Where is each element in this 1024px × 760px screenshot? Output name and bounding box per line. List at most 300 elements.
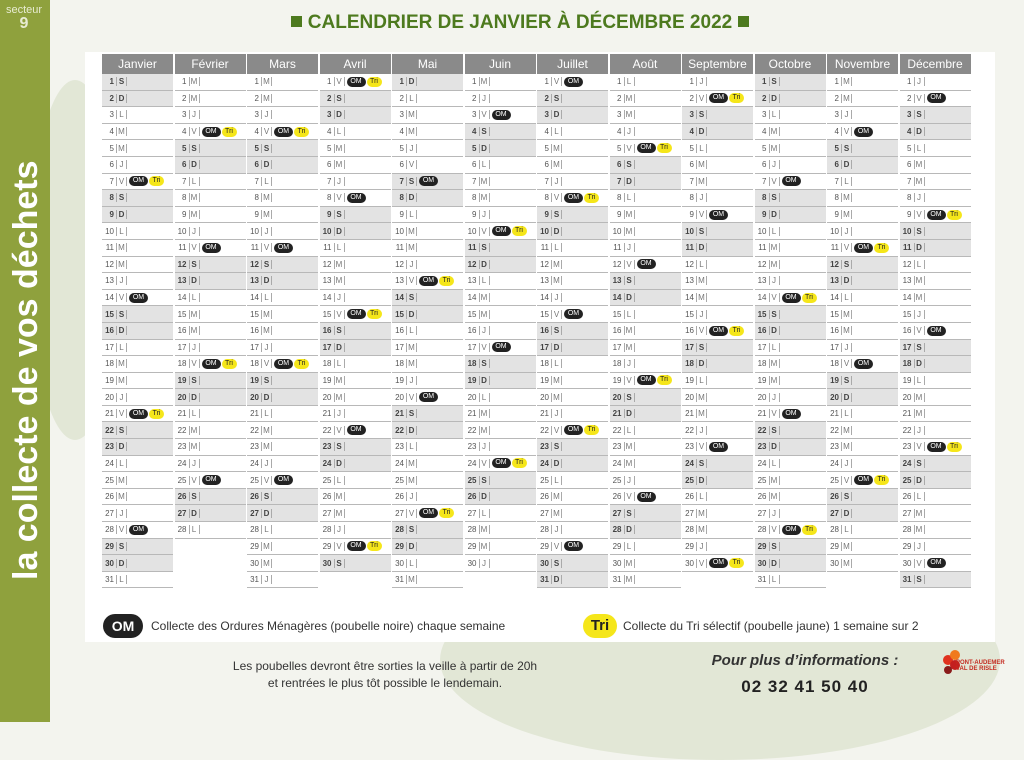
day-number: 1 <box>544 77 549 87</box>
day-row <box>465 505 536 522</box>
weekday-letter: M <box>841 77 852 86</box>
day-number: 10 <box>105 226 114 236</box>
day-row <box>900 140 971 157</box>
weekday-letter: J <box>624 243 635 252</box>
day-number: 13 <box>105 276 114 286</box>
day-row <box>827 157 898 174</box>
day-row <box>900 489 971 506</box>
day-number: 17 <box>322 342 332 352</box>
day-number: 23 <box>612 442 622 452</box>
day-row <box>827 240 898 257</box>
weekday-letter: M <box>551 160 562 169</box>
collection-tags <box>347 425 366 435</box>
weekday-letter: L <box>406 210 417 219</box>
day-number: 4 <box>254 127 259 137</box>
weekday-letter: M <box>624 210 635 219</box>
day-number: 1 <box>907 77 912 87</box>
day-row <box>537 140 608 157</box>
day-row <box>175 207 246 224</box>
weekday-letter: D <box>769 94 780 103</box>
weekday-letter: L <box>189 409 200 418</box>
day-number: 26 <box>250 492 259 502</box>
day-number: 11 <box>540 243 549 253</box>
weekday-letter: J <box>189 227 200 236</box>
day-row <box>827 406 898 423</box>
day-row <box>610 472 681 489</box>
weekday-letter: L <box>624 310 635 319</box>
weekday-letter: V <box>334 426 345 435</box>
day-row <box>827 539 898 556</box>
weekday-letter: L <box>334 243 345 252</box>
weekday-letter: S <box>841 492 852 501</box>
weekday-letter: V <box>696 442 707 451</box>
day-row <box>102 555 173 572</box>
weekday-letter: D <box>479 144 490 153</box>
day-row <box>392 223 463 240</box>
day-row <box>175 472 246 489</box>
day-row <box>755 389 826 406</box>
day-row <box>827 107 898 124</box>
weekday-letter: D <box>261 509 272 518</box>
month-column <box>900 54 971 594</box>
weekday-letter: J <box>261 227 272 236</box>
day-row <box>827 489 898 506</box>
day-number: 29 <box>902 541 912 551</box>
month-header: Février <box>175 54 246 74</box>
weekday-letter: M <box>261 77 272 86</box>
weekday-letter: M <box>914 293 925 302</box>
day-row <box>827 174 898 191</box>
weekday-letter: S <box>261 144 272 153</box>
weekday-letter: S <box>334 94 345 103</box>
day-number: 25 <box>395 475 404 485</box>
weekday-letter: V <box>914 326 925 335</box>
day-number: 7 <box>109 176 114 186</box>
day-number: 8 <box>617 193 622 203</box>
weekday-letter: S <box>841 260 852 269</box>
day-row <box>247 323 318 340</box>
day-number: 22 <box>322 425 332 435</box>
day-row <box>102 240 173 257</box>
day-number: 24 <box>685 458 694 468</box>
day-number: 5 <box>834 143 839 153</box>
day-row <box>755 323 826 340</box>
day-number: 1 <box>182 77 187 87</box>
weekday-letter: V <box>334 310 345 319</box>
weekday-letter: V <box>769 293 780 302</box>
tri-badge: Tri <box>294 359 309 369</box>
weekday-letter: D <box>841 160 852 169</box>
weekday-letter: L <box>551 476 562 485</box>
om-badge: OM <box>637 375 656 385</box>
weekday-letter: V <box>189 476 200 485</box>
day-row <box>102 290 173 307</box>
day-number: 20 <box>902 392 912 402</box>
day-row <box>175 340 246 357</box>
weekday-letter: V <box>261 243 272 252</box>
day-row <box>610 406 681 423</box>
tri-badge: Tri <box>729 558 744 568</box>
day-number: 20 <box>757 392 767 402</box>
day-row <box>755 124 826 141</box>
day-number: 17 <box>757 342 767 352</box>
day-row <box>320 406 391 423</box>
day-number: 16 <box>105 326 114 336</box>
day-number: 11 <box>830 243 839 253</box>
day-number: 16 <box>612 326 622 336</box>
weekday-letter: L <box>261 409 272 418</box>
day-number: 29 <box>250 541 259 551</box>
day-row <box>900 91 971 108</box>
day-number: 8 <box>907 193 912 203</box>
day-number: 26 <box>540 492 549 502</box>
day-number: 31 <box>540 575 549 585</box>
weekday-letter: S <box>189 376 200 385</box>
day-number: 20 <box>177 392 187 402</box>
day-row <box>827 323 898 340</box>
day-number: 16 <box>757 326 767 336</box>
legend-om <box>103 614 505 638</box>
day-row <box>610 555 681 572</box>
day-number: 20 <box>467 392 477 402</box>
day-row <box>537 290 608 307</box>
collection-tags <box>129 525 148 535</box>
weekday-letter: M <box>841 542 852 551</box>
day-number: 31 <box>902 575 912 585</box>
collection-tags <box>927 326 946 336</box>
weekday-letter: J <box>551 525 562 534</box>
footnote-line: et rentrées le plus tôt possible le lendemain. <box>267 676 503 690</box>
tri-badge: Tri <box>802 525 817 535</box>
om-badge: OM <box>637 259 656 269</box>
day-number: 12 <box>612 259 622 269</box>
day-row <box>900 124 971 141</box>
day-row <box>102 190 173 207</box>
day-row <box>755 406 826 423</box>
day-number: 15 <box>902 309 912 319</box>
weekday-letter: M <box>914 393 925 402</box>
day-number: 6 <box>907 160 912 170</box>
day-number: 15 <box>685 309 694 319</box>
day-row <box>102 140 173 157</box>
collection-tags <box>564 309 583 319</box>
day-number: 23 <box>395 442 404 452</box>
collection-tags <box>274 243 293 253</box>
collection-tags <box>782 293 817 303</box>
day-number: 9 <box>617 210 622 220</box>
om-badge: OM <box>854 359 873 369</box>
weekday-letter: J <box>769 276 780 285</box>
day-number: 4 <box>762 127 767 137</box>
day-row <box>247 306 318 323</box>
tri-badge: Tri <box>222 359 237 369</box>
day-row <box>755 140 826 157</box>
day-row <box>320 223 391 240</box>
weekday-letter: S <box>116 426 127 435</box>
weekday-letter: D <box>189 160 200 169</box>
weekday-letter: M <box>116 492 127 501</box>
weekday-letter: M <box>479 409 490 418</box>
day-number: 3 <box>327 110 332 120</box>
weekday-letter: V <box>624 144 635 153</box>
day-number: 11 <box>178 243 187 253</box>
weekday-letter: D <box>551 343 562 352</box>
collection-tags <box>129 176 164 186</box>
collection-tags <box>274 127 309 137</box>
weekday-letter: V <box>841 243 852 252</box>
weekday-letter: J <box>189 459 200 468</box>
day-row <box>610 356 681 373</box>
weekday-letter: D <box>406 310 417 319</box>
day-number: 10 <box>902 226 912 236</box>
day-row <box>537 356 608 373</box>
weekday-letter: S <box>914 459 925 468</box>
day-number: 24 <box>395 458 404 468</box>
day-number: 10 <box>322 226 332 236</box>
day-number: 27 <box>830 508 839 518</box>
weekday-letter: J <box>261 343 272 352</box>
day-row <box>610 273 681 290</box>
weekday-letter: V <box>116 293 127 302</box>
day-number: 14 <box>250 293 259 303</box>
day-number: 11 <box>468 243 477 253</box>
day-row <box>755 555 826 572</box>
weekday-letter: S <box>551 442 562 451</box>
day-number: 2 <box>399 93 404 103</box>
weekday-letter: V <box>624 260 635 269</box>
weekday-letter: S <box>624 509 635 518</box>
om-badge: OM <box>927 326 946 336</box>
day-row <box>392 240 463 257</box>
weekday-letter: M <box>189 426 200 435</box>
tri-badge: Tri <box>367 541 382 551</box>
weekday-letter: M <box>479 525 490 534</box>
weekday-letter: M <box>406 459 417 468</box>
day-number: 28 <box>322 525 332 535</box>
om-badge: OM <box>202 127 221 137</box>
day-row <box>755 157 826 174</box>
weekday-letter: D <box>914 476 925 485</box>
weekday-letter: V <box>406 276 417 285</box>
day-row <box>827 555 898 572</box>
om-badge: OM <box>202 475 221 485</box>
om-badge: OM <box>419 276 438 286</box>
day-number: 26 <box>612 492 622 502</box>
day-row <box>610 190 681 207</box>
square-bullet-icon <box>738 16 749 27</box>
day-row <box>247 539 318 556</box>
day-row <box>320 107 391 124</box>
day-row <box>537 489 608 506</box>
weekday-letter: M <box>624 94 635 103</box>
weekday-letter: V <box>696 210 707 219</box>
day-number: 15 <box>177 309 187 319</box>
weekday-letter: S <box>769 310 780 319</box>
tri-badge: Tri <box>729 93 744 103</box>
day-row <box>247 290 318 307</box>
collection-tags <box>202 127 237 137</box>
day-number: 26 <box>830 492 839 502</box>
weekday-letter: J <box>189 110 200 119</box>
day-number: 4 <box>399 127 404 137</box>
day-row <box>247 124 318 141</box>
day-number: 30 <box>902 558 912 568</box>
day-number: 17 <box>902 342 912 352</box>
weekday-letter: M <box>334 376 345 385</box>
tri-badge: Tri <box>947 210 962 220</box>
day-number: 27 <box>757 508 767 518</box>
weekday-letter: S <box>551 210 562 219</box>
weekday-letter: S <box>479 476 490 485</box>
day-row <box>102 505 173 522</box>
day-row <box>755 290 826 307</box>
day-number: 2 <box>109 93 114 103</box>
weekday-letter: M <box>479 310 490 319</box>
day-row <box>392 522 463 539</box>
weekday-letter: M <box>624 575 635 584</box>
weekday-letter: J <box>479 94 490 103</box>
day-number: 7 <box>327 176 332 186</box>
day-row <box>247 406 318 423</box>
weekday-letter: D <box>334 343 345 352</box>
om-badge: OM <box>202 359 221 369</box>
collection-tags <box>854 359 873 369</box>
day-number: 28 <box>467 525 477 535</box>
day-number: 15 <box>250 309 259 319</box>
weekday-letter: M <box>189 310 200 319</box>
day-row <box>610 223 681 240</box>
day-row <box>102 273 173 290</box>
day-row <box>320 174 391 191</box>
weekday-letter: D <box>841 509 852 518</box>
day-row <box>392 539 463 556</box>
day-number: 27 <box>685 508 694 518</box>
day-row <box>392 140 463 157</box>
day-number: 22 <box>757 425 767 435</box>
day-row <box>610 74 681 91</box>
day-number: 29 <box>540 541 549 551</box>
weekday-letter: L <box>696 492 707 501</box>
weekday-letter: V <box>334 193 345 202</box>
day-row <box>900 223 971 240</box>
day-row <box>175 223 246 240</box>
weekday-letter: J <box>769 509 780 518</box>
day-number: 16 <box>830 326 839 336</box>
day-row <box>175 157 246 174</box>
day-number: 22 <box>177 425 187 435</box>
day-row <box>175 505 246 522</box>
day-row <box>610 140 681 157</box>
weekday-letter: J <box>624 359 635 368</box>
day-number: 25 <box>540 475 549 485</box>
day-number: 21 <box>685 409 694 419</box>
weekday-letter: J <box>406 260 417 269</box>
day-number: 24 <box>105 458 114 468</box>
weekday-letter: V <box>769 525 780 534</box>
day-number: 3 <box>399 110 404 120</box>
weekday-letter: M <box>841 193 852 202</box>
weekday-letter: J <box>261 110 272 119</box>
weekday-letter: D <box>261 276 272 285</box>
om-badge: OM <box>347 309 366 319</box>
day-row <box>392 572 463 589</box>
day-row <box>755 174 826 191</box>
weekday-letter: M <box>261 310 272 319</box>
day-row <box>465 439 536 456</box>
day-number: 24 <box>757 458 767 468</box>
day-row <box>827 422 898 439</box>
day-row <box>755 223 826 240</box>
weekday-letter: J <box>841 227 852 236</box>
day-row <box>247 356 318 373</box>
day-row <box>755 273 826 290</box>
weekday-letter: D <box>189 509 200 518</box>
day-number: 4 <box>109 127 114 137</box>
weekday-letter: D <box>624 293 635 302</box>
day-row <box>465 555 536 572</box>
weekday-letter: V <box>479 343 490 352</box>
collection-tags <box>347 193 366 203</box>
day-number: 6 <box>182 160 187 170</box>
weekday-letter: M <box>696 525 707 534</box>
day-number: 3 <box>689 110 694 120</box>
weekday-letter: S <box>334 559 345 568</box>
day-row <box>465 157 536 174</box>
day-number: 1 <box>472 77 477 87</box>
day-number: 12 <box>105 259 114 269</box>
collection-tags <box>854 127 873 137</box>
day-row <box>755 257 826 274</box>
collection-tags <box>492 342 511 352</box>
day-row <box>610 157 681 174</box>
day-number: 30 <box>467 558 477 568</box>
day-row <box>610 290 681 307</box>
footnote <box>180 658 590 692</box>
day-row <box>175 389 246 406</box>
weekday-letter: J <box>551 177 562 186</box>
weekday-letter: D <box>479 492 490 501</box>
day-row <box>900 290 971 307</box>
weekday-letter: M <box>116 144 127 153</box>
day-row <box>320 505 391 522</box>
day-number: 2 <box>834 93 839 103</box>
day-number: 2 <box>254 93 259 103</box>
weekday-letter: L <box>841 409 852 418</box>
weekday-letter: L <box>189 177 200 186</box>
day-number: 25 <box>322 475 332 485</box>
square-bullet-icon <box>291 16 302 27</box>
tri-badge: Tri <box>367 77 382 87</box>
day-row <box>175 74 246 91</box>
day-number: 7 <box>689 176 694 186</box>
weekday-letter: L <box>624 542 635 551</box>
day-row <box>900 273 971 290</box>
day-row <box>465 240 536 257</box>
day-number: 28 <box>612 525 622 535</box>
collection-tags <box>637 375 672 385</box>
day-row <box>320 240 391 257</box>
day-number: 27 <box>467 508 477 518</box>
om-badge: OM <box>129 409 148 419</box>
day-number: 14 <box>830 293 839 303</box>
weekday-letter: L <box>116 343 127 352</box>
weekday-letter: V <box>479 110 490 119</box>
weekday-letter: J <box>624 127 635 136</box>
day-row <box>102 539 173 556</box>
day-row <box>827 140 898 157</box>
day-number: 20 <box>830 392 839 402</box>
day-number: 27 <box>322 508 332 518</box>
